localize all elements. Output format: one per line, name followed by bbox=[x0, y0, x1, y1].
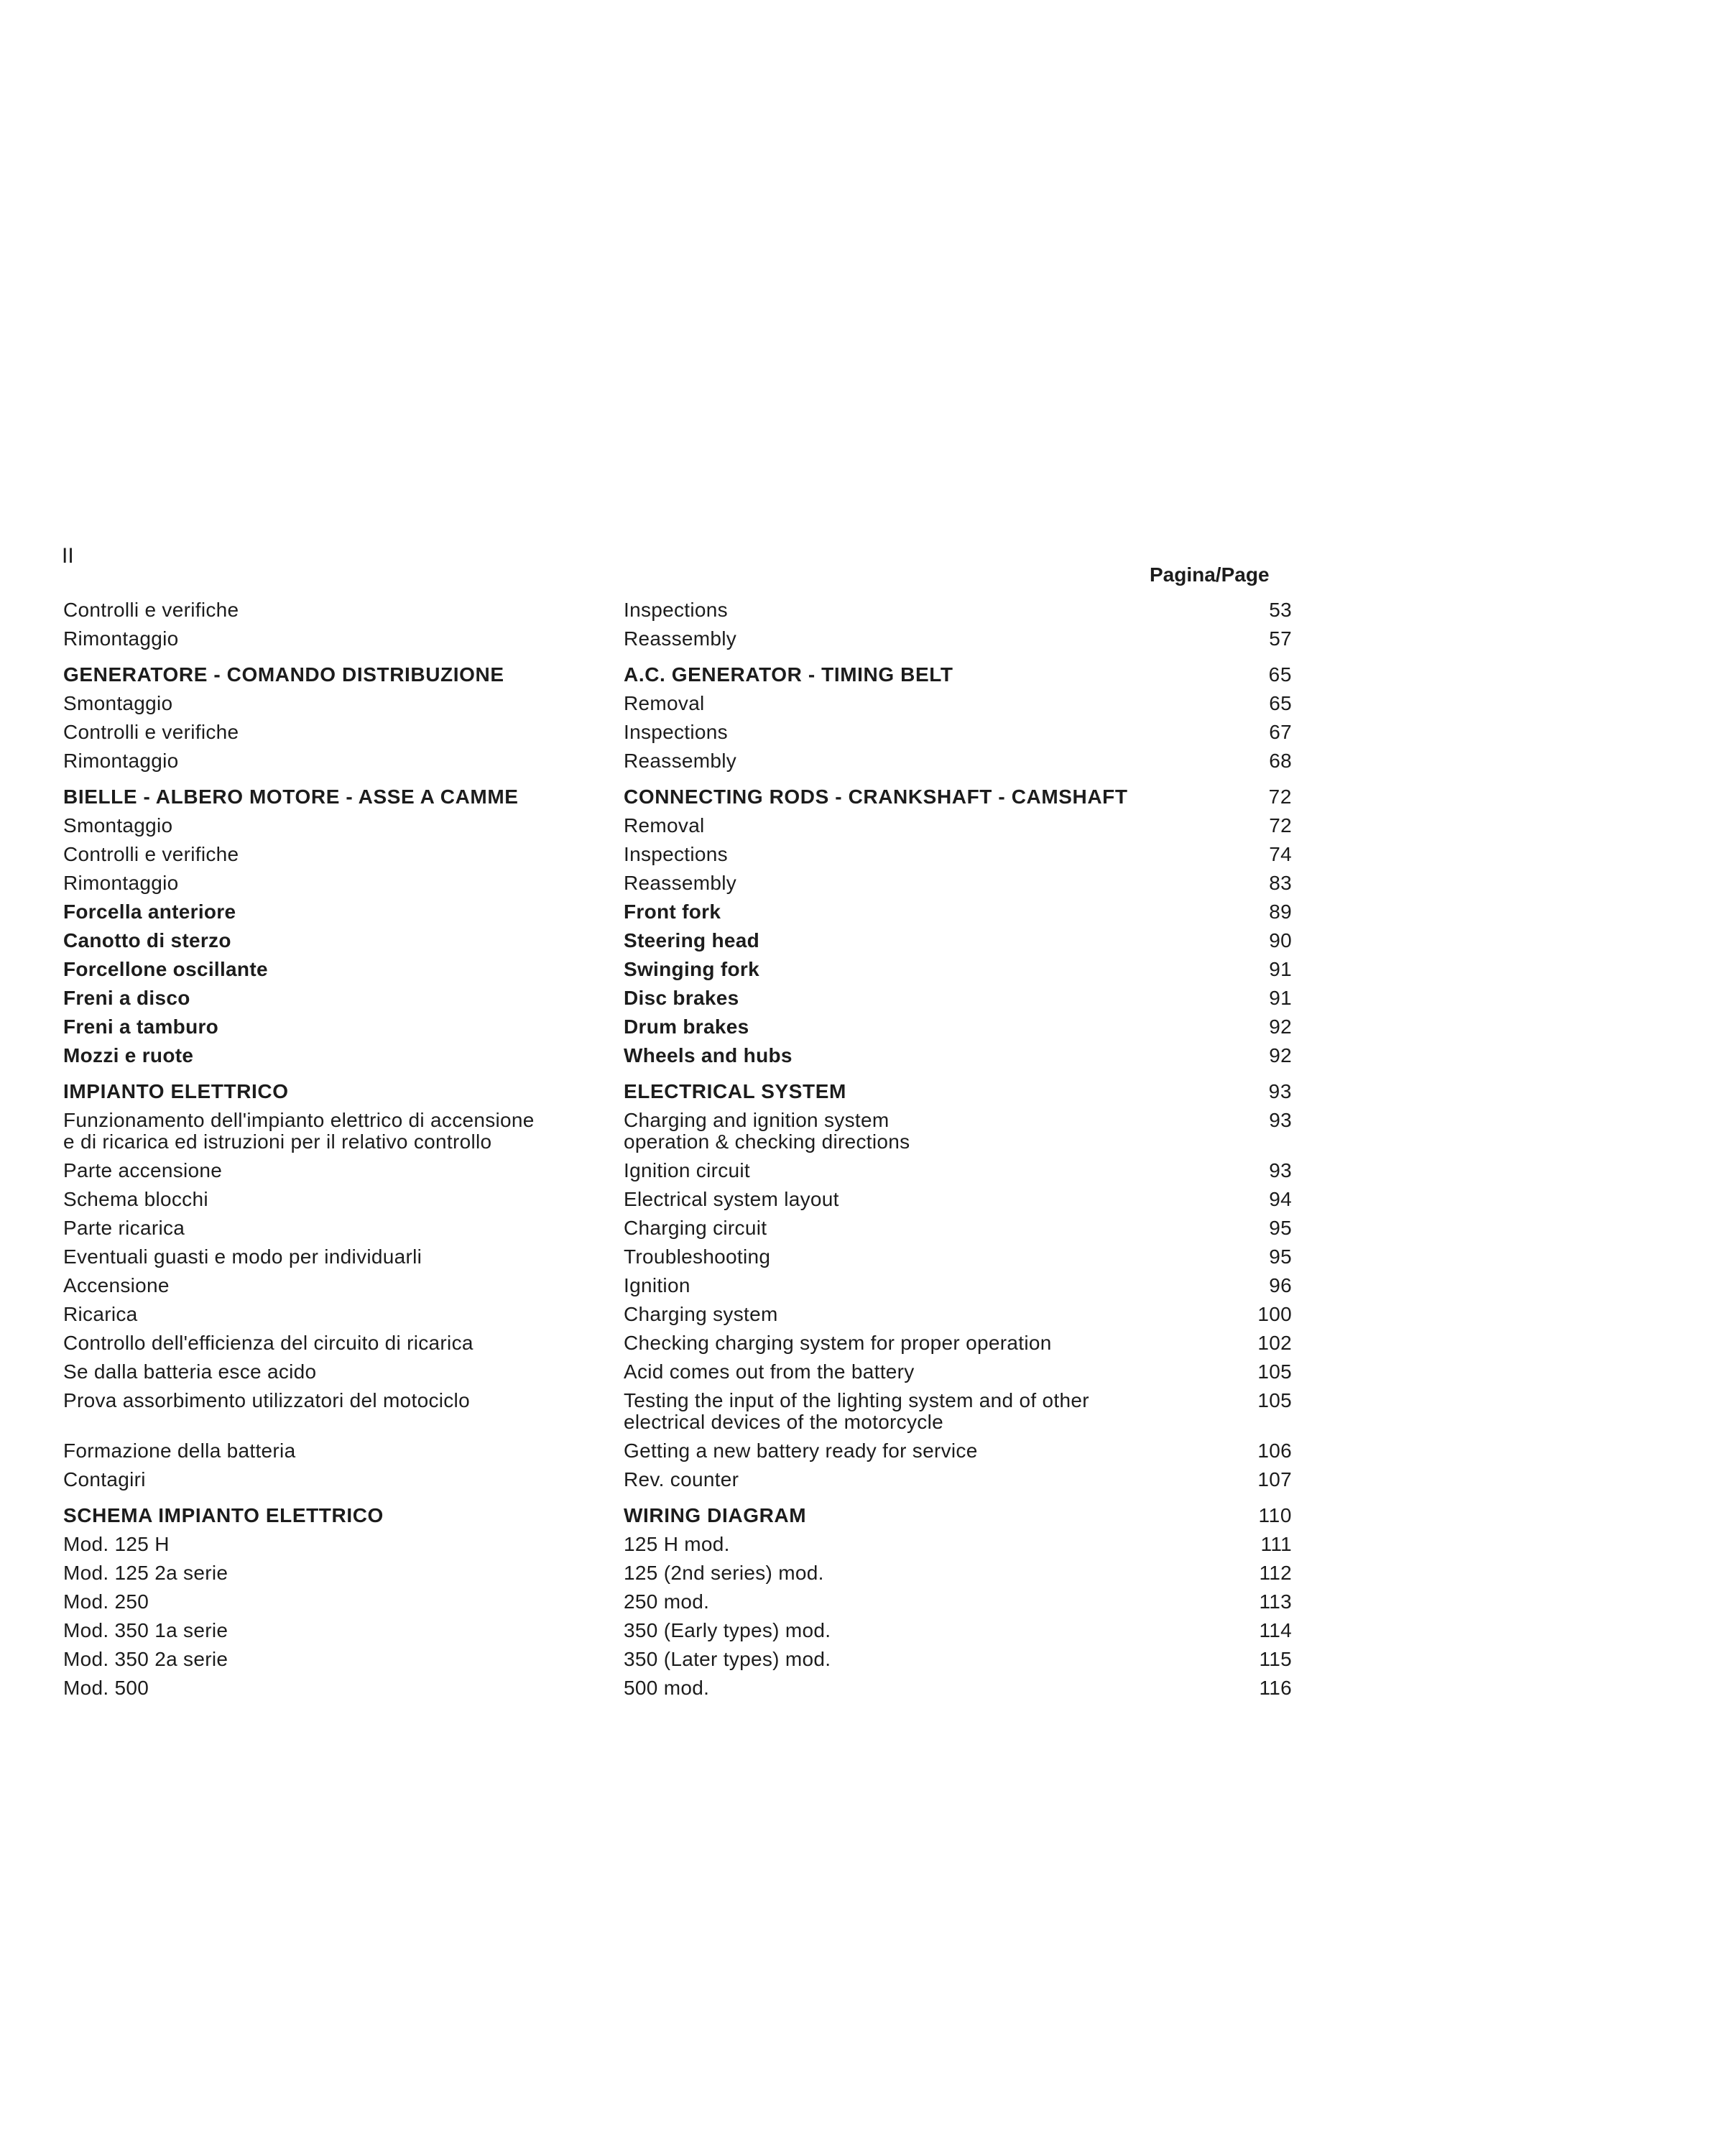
toc-entry-italian: Formazione della batteria bbox=[63, 1439, 296, 1462]
toc-entry-italian: Mod. 350 2a serie bbox=[63, 1648, 228, 1670]
toc-entry-english: Acid comes out from the battery bbox=[624, 1360, 915, 1383]
toc-entry-english: Getting a new battery ready for service bbox=[624, 1439, 978, 1462]
toc-entry-page-number: 115 bbox=[1259, 1648, 1292, 1670]
toc-entry-english: Inspections bbox=[624, 599, 728, 621]
toc-entry-english: Front fork bbox=[624, 900, 721, 923]
toc-entry-english: Reassembly bbox=[624, 872, 737, 894]
toc-entry-italian: Controlli e verifiche bbox=[63, 599, 239, 621]
toc-entry-english: Rev. counter bbox=[624, 1468, 739, 1491]
toc-entry-italian: Mozzi e ruote bbox=[63, 1044, 194, 1067]
toc-entry-italian: Forcellone oscillante bbox=[63, 958, 268, 980]
toc-entry-italian: Controllo dell'efficienza del circuito di ricarica bbox=[63, 1332, 473, 1354]
toc-entry-page-number: 65 bbox=[1268, 663, 1292, 686]
toc-entry-english: Testing the input of the lighting system and of other electrical devices of the motorcycle bbox=[624, 1389, 1089, 1433]
toc-entry-page-number: 90 bbox=[1269, 929, 1292, 952]
toc-entry-italian: Funzionamento dell'impianto elettrico di accensione e di ricarica ed istruzioni per il relativo controllo bbox=[63, 1109, 535, 1153]
toc-entry-italian: Eventuali guasti e modo per individuarli bbox=[63, 1245, 422, 1268]
toc-entry-italian: Smontaggio bbox=[63, 692, 173, 714]
toc-entry-english: CONNECTING RODS - CRANKSHAFT - CAMSHAFT bbox=[624, 786, 1128, 808]
toc-entry-italian: Se dalla batteria esce acido bbox=[63, 1360, 317, 1383]
toc-entry-italian: Freni a tamburo bbox=[63, 1015, 219, 1038]
toc-entry-italian: Rimontaggio bbox=[63, 872, 179, 894]
toc-entry-page-number: 92 bbox=[1269, 1015, 1292, 1038]
toc-entry-italian: Rimontaggio bbox=[63, 750, 179, 772]
toc-entry-english: Inspections bbox=[624, 843, 728, 865]
toc-entry-page-number: 72 bbox=[1268, 786, 1292, 808]
toc-entry-page-number: 68 bbox=[1269, 750, 1292, 772]
toc-entry-english: Electrical system layout bbox=[624, 1188, 839, 1210]
toc-entry-italian: Mod. 350 1a serie bbox=[63, 1619, 228, 1641]
toc-entry-page-number: 67 bbox=[1269, 721, 1292, 743]
toc-entry-italian: Mod. 500 bbox=[63, 1677, 149, 1699]
toc-entry-english: Checking charging system for proper operation bbox=[624, 1332, 1052, 1354]
toc-entry-page-number: 116 bbox=[1259, 1677, 1292, 1699]
toc-entry-page-number: 112 bbox=[1259, 1562, 1292, 1584]
toc-entry-page-number: 93 bbox=[1269, 1109, 1292, 1131]
toc-entry-italian: Freni a disco bbox=[63, 987, 190, 1009]
toc-entry-italian: Forcella anteriore bbox=[63, 900, 236, 923]
toc-entry-english: Removal bbox=[624, 692, 705, 714]
toc-entry-page-number: 57 bbox=[1269, 627, 1292, 650]
toc-entry-italian: Smontaggio bbox=[63, 814, 173, 837]
toc-entry-page-number: 94 bbox=[1269, 1188, 1292, 1210]
toc-entry-english: Troubleshooting bbox=[624, 1245, 771, 1268]
toc-entry-page-number: 93 bbox=[1268, 1080, 1292, 1102]
toc-entry-english: A.C. GENERATOR - TIMING BELT bbox=[624, 663, 953, 686]
toc-entry-english: WIRING DIAGRAM bbox=[624, 1504, 807, 1526]
toc-entry-page-number: 72 bbox=[1269, 814, 1292, 837]
page-column-header: Pagina/Page bbox=[1150, 563, 1270, 586]
toc-entry-page-number: 111 bbox=[1260, 1533, 1292, 1555]
toc-entry-english: 125 H mod. bbox=[624, 1533, 730, 1555]
toc-entry-italian: Canotto di sterzo bbox=[63, 929, 231, 952]
toc-entry-english: Reassembly bbox=[624, 750, 737, 772]
toc-entry-english: Ignition circuit bbox=[624, 1159, 750, 1181]
toc-entry-page-number: 100 bbox=[1257, 1303, 1292, 1325]
toc-entry-page-number: 95 bbox=[1269, 1217, 1292, 1239]
toc-entry-italian: Parte accensione bbox=[63, 1159, 223, 1181]
toc-entry-italian: BIELLE - ALBERO MOTORE - ASSE A CAMME bbox=[63, 786, 519, 808]
toc-entry-italian: IMPIANTO ELETTRICO bbox=[63, 1080, 289, 1102]
toc-entry-english: Steering head bbox=[624, 929, 760, 952]
toc-entry-english: ELECTRICAL SYSTEM bbox=[624, 1080, 846, 1102]
toc-entry-english: 350 (Later types) mod. bbox=[624, 1648, 831, 1670]
toc-entry-italian: Rimontaggio bbox=[63, 627, 179, 650]
toc-entry-english: Drum brakes bbox=[624, 1015, 749, 1038]
toc-entry-italian: Controlli e verifiche bbox=[63, 843, 239, 865]
toc-entry-english: Reassembly bbox=[624, 627, 737, 650]
toc-entry-english: 500 mod. bbox=[624, 1677, 710, 1699]
toc-entry-italian: Ricarica bbox=[63, 1303, 138, 1325]
toc-entry-italian: Mod. 125 H bbox=[63, 1533, 170, 1555]
toc-entry-english: Charging circuit bbox=[624, 1217, 767, 1239]
toc-entry-english: 125 (2nd series) mod. bbox=[624, 1562, 824, 1584]
toc-entry-italian: Contagiri bbox=[63, 1468, 146, 1491]
toc-entry-italian: Accensione bbox=[63, 1274, 170, 1296]
toc-entry-page-number: 89 bbox=[1269, 900, 1292, 923]
toc-entry-page-number: 114 bbox=[1259, 1619, 1292, 1641]
toc-entry-page-number: 113 bbox=[1259, 1590, 1292, 1613]
toc-entry-english: Inspections bbox=[624, 721, 728, 743]
toc-entry-page-number: 92 bbox=[1269, 1044, 1292, 1067]
toc-entry-italian: Controlli e verifiche bbox=[63, 721, 239, 743]
toc-entry-english: Swinging fork bbox=[624, 958, 760, 980]
toc-entry-italian: Parte ricarica bbox=[63, 1217, 185, 1239]
toc-entry-page-number: 107 bbox=[1257, 1468, 1292, 1491]
toc-entry-english: 250 mod. bbox=[624, 1590, 710, 1613]
toc-entry-page-number: 65 bbox=[1269, 692, 1292, 714]
toc-entry-page-number: 105 bbox=[1257, 1389, 1292, 1411]
toc-entry-page-number: 110 bbox=[1258, 1504, 1292, 1526]
toc-entry-page-number: 91 bbox=[1269, 987, 1292, 1009]
toc-entry-english: Charging and ignition system operation & checking directions bbox=[624, 1109, 910, 1153]
page-number: II bbox=[62, 544, 74, 568]
toc-entry-italian: Schema blocchi bbox=[63, 1188, 208, 1210]
toc-entry-italian: Prova assorbimento utilizzatori del motociclo bbox=[63, 1389, 470, 1411]
toc-entry-english: Ignition bbox=[624, 1274, 690, 1296]
toc-entry-english: Charging system bbox=[624, 1303, 778, 1325]
toc-entry-page-number: 53 bbox=[1269, 599, 1292, 621]
toc-entry-italian: GENERATORE - COMANDO DISTRIBUZIONE bbox=[63, 663, 504, 686]
toc-entry-page-number: 83 bbox=[1269, 872, 1292, 894]
toc-entry-page-number: 91 bbox=[1269, 958, 1292, 980]
toc-entry-italian: SCHEMA IMPIANTO ELETTRICO bbox=[63, 1504, 384, 1526]
toc-entry-page-number: 74 bbox=[1269, 843, 1292, 865]
toc-entry-english: Wheels and hubs bbox=[624, 1044, 793, 1067]
toc-entry-english: Disc brakes bbox=[624, 987, 739, 1009]
toc-entry-page-number: 105 bbox=[1257, 1360, 1292, 1383]
toc-entry-italian: Mod. 250 bbox=[63, 1590, 149, 1613]
toc-entry-english: 350 (Early types) mod. bbox=[624, 1619, 831, 1641]
toc-entry-page-number: 95 bbox=[1269, 1245, 1292, 1268]
toc-entry-english: Removal bbox=[624, 814, 705, 837]
toc-entry-page-number: 93 bbox=[1269, 1159, 1292, 1181]
toc-entry-page-number: 106 bbox=[1257, 1439, 1292, 1462]
toc-entry-italian: Mod. 125 2a serie bbox=[63, 1562, 228, 1584]
toc-entry-page-number: 96 bbox=[1269, 1274, 1292, 1296]
toc-entry-page-number: 102 bbox=[1257, 1332, 1292, 1354]
